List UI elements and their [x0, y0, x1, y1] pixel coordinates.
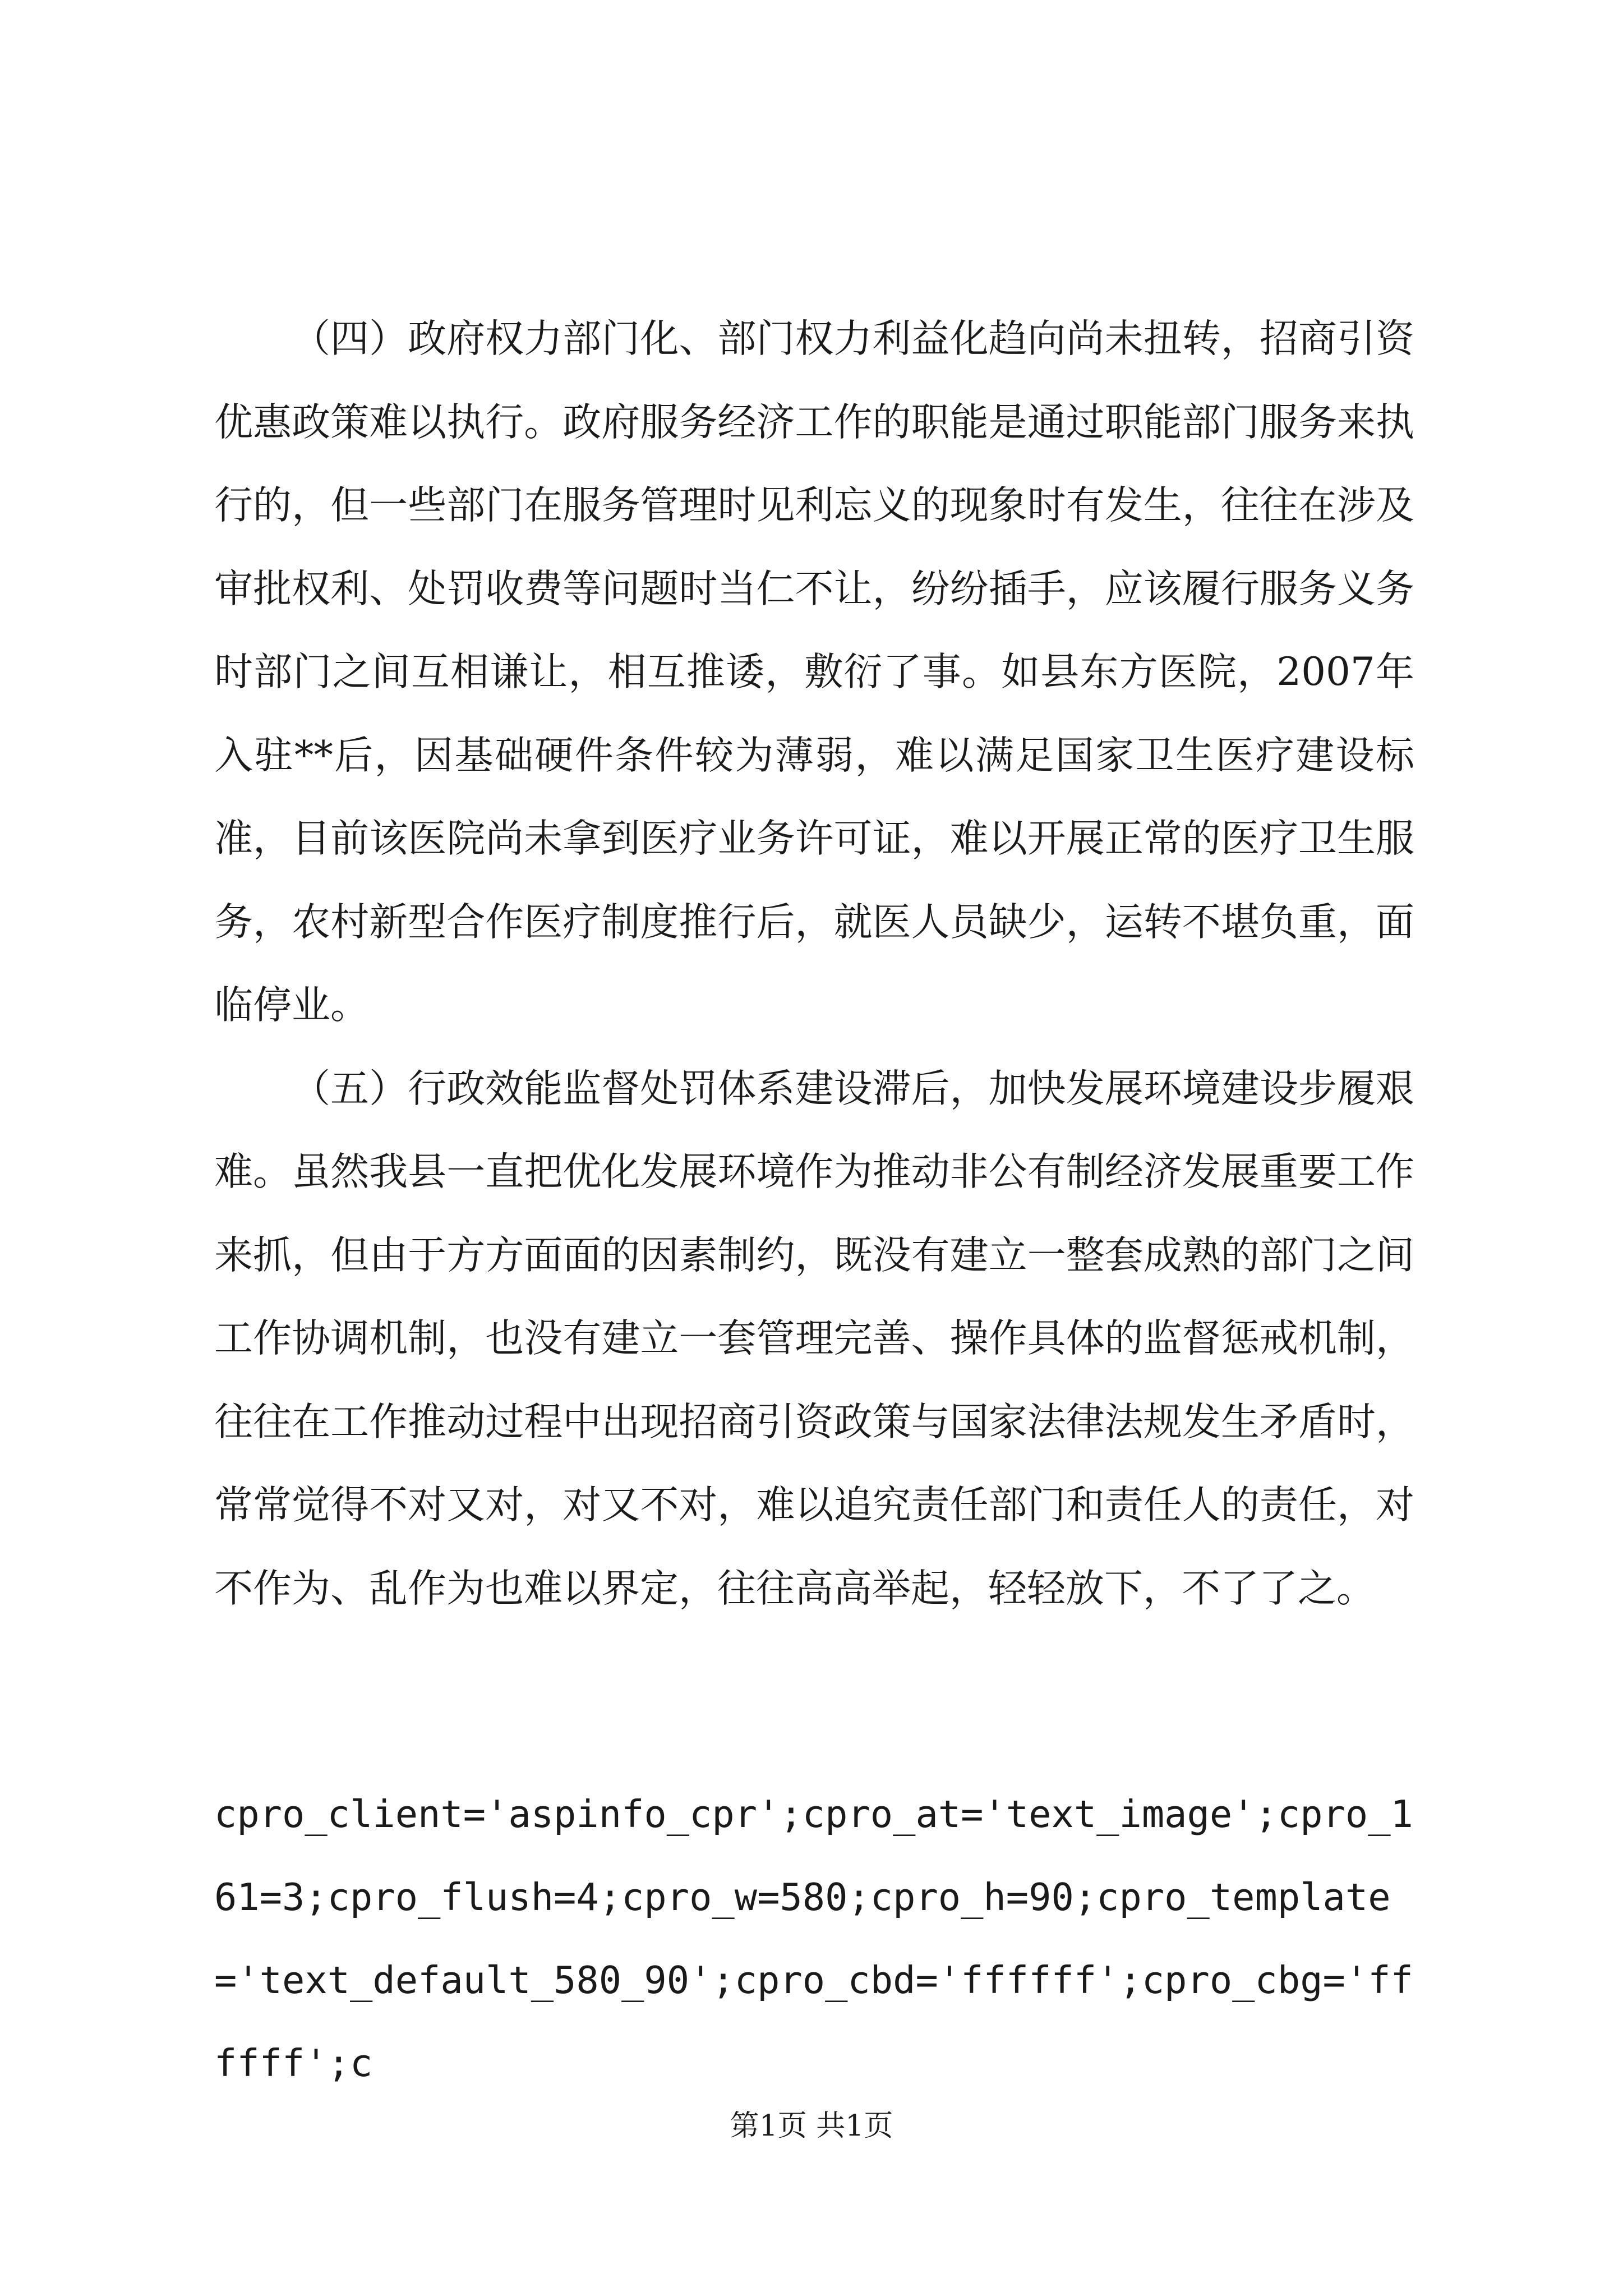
paragraph-five: （五）行政效能监督处罚体系建设滞后，加快发展环境建设步履艰难。虽然我县一直把优化发展环境作为推动非公有制经济发展重要工作来抓，但由于方方面面的因素制约，既没有建立一整套成熟的部门之间工作协调机制，也没有建立一套管理完善、操作具体的监督惩戒机制，往往在工作推动过程中出现招商引资政策与国家法律法规发生矛盾时，常常觉得不对又对，对又不对，难以追究责任部门和责任人的责任，对不作为、乱作为也难以界定，往往高高举起，轻轻放下，不了了之。 — [214, 1066, 1414, 1611]
document-body — [214, 297, 1414, 1630]
page-footer: 第1页 共1页 — [730, 2109, 893, 2143]
ad-script-text: cpro_client='aspinfo_cpr';cpro_at='text_image';cpro_161=3;cpro_flush=4;cpro_w=580;cpro_h=90;cpro_template='text_default_580_90';cpro_cbd='ffffff';cpro_cbg='ffffff';c — [214, 1792, 1413, 2085]
paragraph-four: （四）政府权力部门化、部门权力利益化趋向尚未扭转，招商引资优惠政策难以执行。政府服务经济工作的职能是通过职能部门服务来执行的，但一些部门在服务管理时见利忘义的现象时有发生，往往在涉及审批权利、处罚收费等问题时当仁不让，纷纷插手，应该履行服务义务时部门之间互相谦让，相互推诿，敷衍了事。如县东方医院，2007年入驻**后，因基础硬件条件较为薄弱，难以满足国家卫生医疗建设标准，目前该医院尚未拿到医疗业务许可证，难以开展正常的医疗卫生服务，农村新型合作医疗制度推行后，就医人员缺少，运转不堪负重，面临停业。 — [214, 316, 1414, 1028]
